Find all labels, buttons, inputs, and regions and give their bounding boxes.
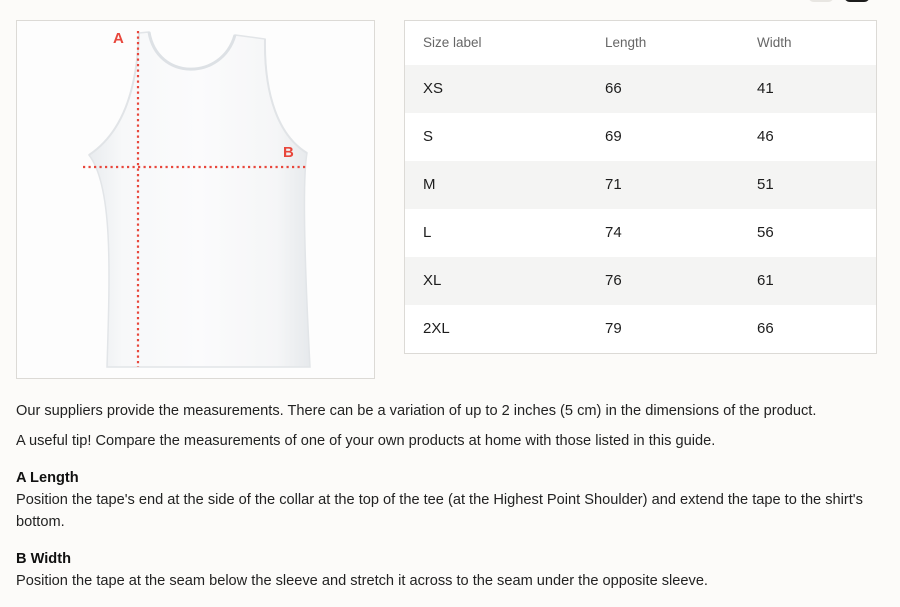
width-cell: 41 [757, 80, 774, 97]
measurement-tip: A useful tip! Compare the measurements of one of your own products at home with those listed in this guide. [16, 433, 716, 449]
width-cell: 46 [757, 128, 774, 145]
size-cell: XL [423, 272, 442, 289]
header-width: Width [757, 35, 792, 50]
table-row [405, 113, 876, 161]
size-chart-table [404, 20, 877, 354]
table-row [405, 257, 876, 305]
size-cell: S [423, 128, 434, 145]
length-cell: 71 [605, 176, 622, 193]
top-control-dark[interactable] [844, 0, 870, 2]
width-cell: 66 [757, 320, 774, 337]
length-cell: 76 [605, 272, 622, 289]
supplier-note: Our suppliers provide the measurements. There can be a variation of up to 2 inches (5 cm) in the dimensions of the product. [16, 403, 817, 419]
length-cell: 79 [605, 320, 622, 337]
size-cell: L [423, 224, 432, 241]
width-cell: 61 [757, 272, 774, 289]
tank-top-shape [89, 32, 310, 367]
length-heading: A Length [16, 470, 79, 486]
header-length: Length [605, 35, 647, 50]
table-header-row [405, 21, 876, 65]
length-cell: 66 [605, 80, 622, 97]
length-description: Position the tape's end at the side of the collar at the top of the tee (at the Highest Point Shoulder) and extend the tape to the shirt's bottom. [16, 492, 863, 530]
width-description: Position the tape at the seam below the sleeve and stretch it across to the seam under the opposite sleeve. [16, 573, 708, 589]
length-cell: 69 [605, 128, 622, 145]
top-control-light[interactable] [808, 0, 834, 2]
width-cell: 51 [757, 176, 774, 193]
size-cell: XS [423, 80, 444, 97]
size-cell: 2XL [423, 320, 450, 337]
header-size-label: Size label [423, 35, 482, 50]
width-heading: B Width [16, 551, 71, 567]
table-row [405, 65, 876, 113]
table-row [405, 209, 876, 257]
label-a: A [113, 30, 124, 47]
table-row [405, 305, 876, 353]
width-cell: 56 [757, 224, 774, 241]
tank-top-diagram [17, 21, 374, 378]
product-measurement-image [16, 20, 375, 379]
label-b: B [283, 144, 294, 161]
table-row [405, 161, 876, 209]
length-cell: 74 [605, 224, 622, 241]
size-cell: M [423, 176, 436, 193]
